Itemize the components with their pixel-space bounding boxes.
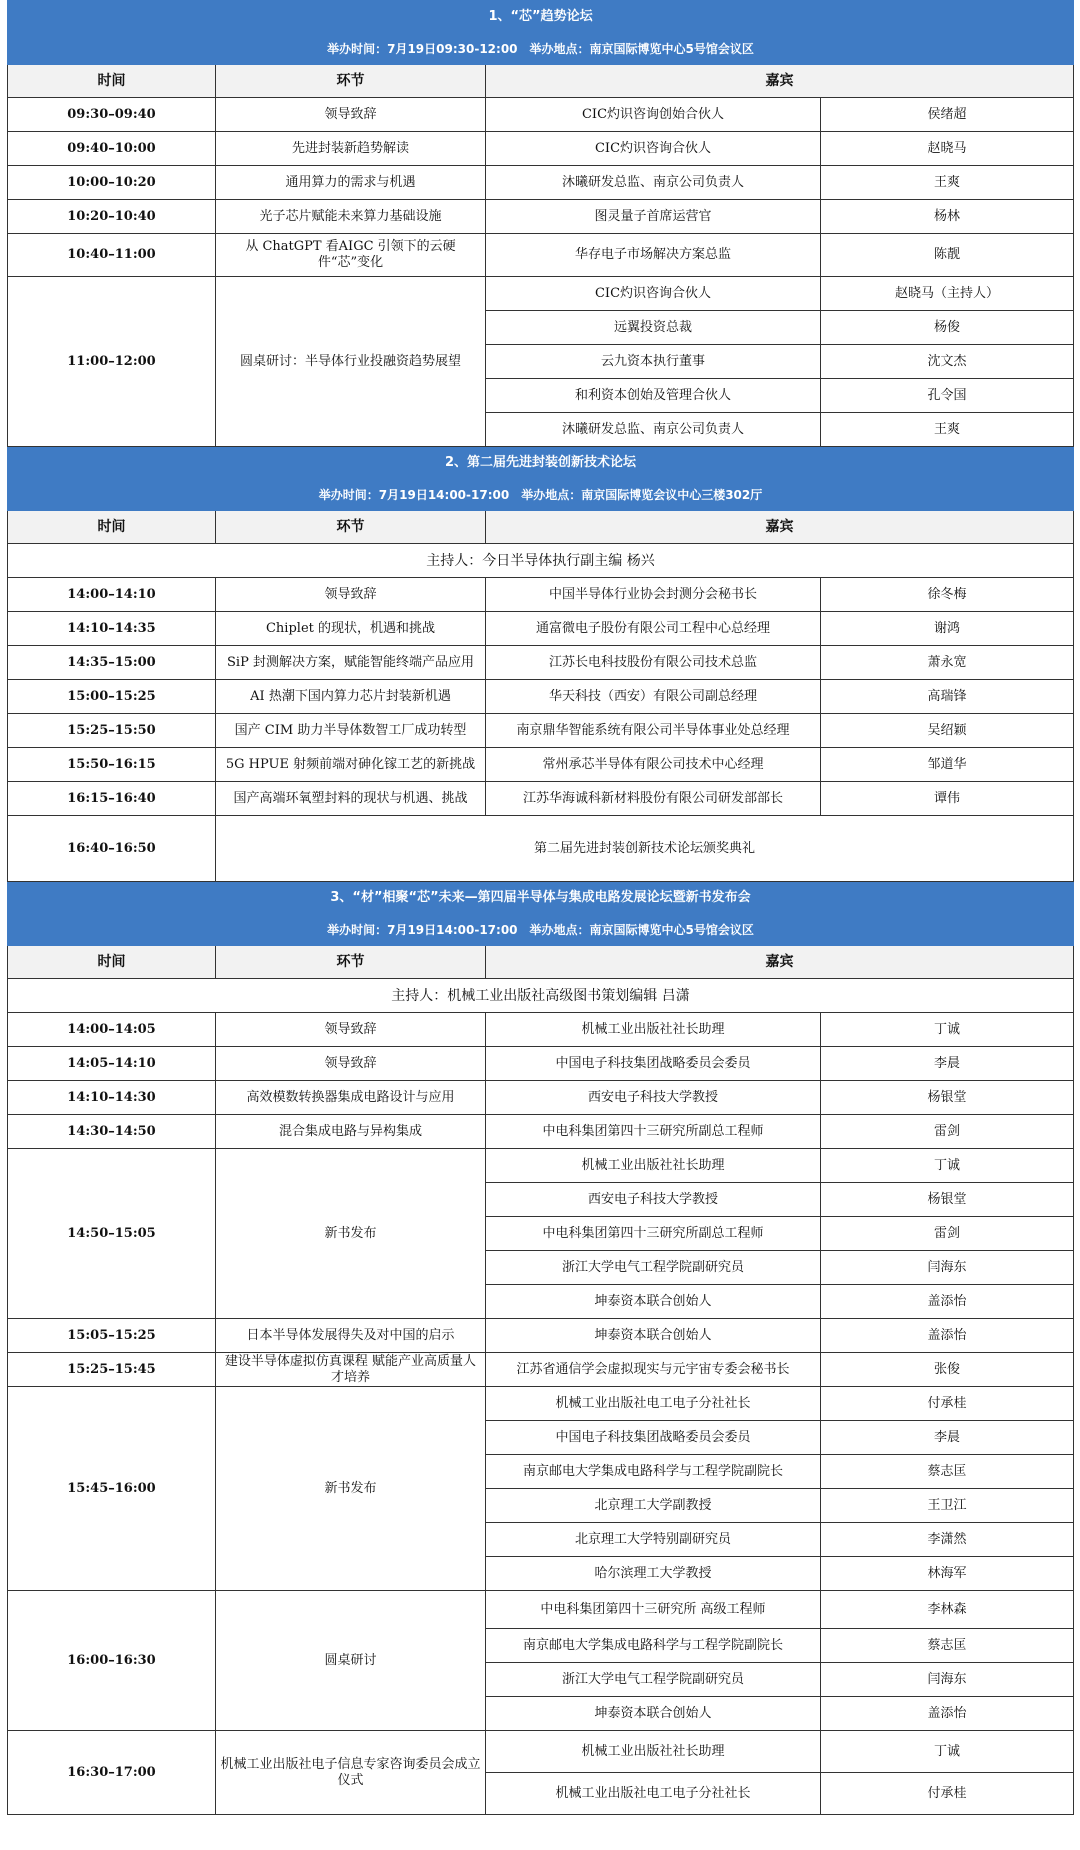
guest-name-cell: 谭伟 (821, 782, 1074, 816)
guest-name-cell: 雷剑 (821, 1115, 1074, 1149)
table-row (8, 1149, 1074, 1183)
time-cell: 16:15–16:40 (8, 782, 216, 816)
session-cell: 通用算力的需求与机遇 (216, 166, 486, 200)
header-guest: 嘉宾 (486, 946, 1074, 979)
session-cell: 领导致辞 (216, 1013, 486, 1047)
guest-name-cell: 吴绍颖 (821, 714, 1074, 748)
guest-name-cell: 丁诚 (821, 1731, 1074, 1773)
forum-title-row (8, 447, 1074, 479)
guest-name-cell: 徐冬梅 (821, 578, 1074, 612)
guest-org-cell: 坤泰资本联合创始人 (486, 1697, 821, 1731)
session-cell: 光子芯片赋能未来算力基础设施 (216, 200, 486, 234)
ceremony-cell: 第二届先进封装创新技术论坛颁奖典礼 (216, 816, 1074, 882)
guest-name-cell: 萧永宽 (821, 646, 1074, 680)
time-cell: 16:40–16:50 (8, 816, 216, 882)
guest-name-cell: 闫海东 (821, 1663, 1074, 1697)
session-cell: 国产 CIM 助力半导体数智工厂成功转型 (216, 714, 486, 748)
session-cell: 机械工业出版社电子信息专家咨询委员会成立仪式 (216, 1731, 486, 1815)
guest-name-cell: 李潇然 (821, 1523, 1074, 1557)
guest-org-cell: 华存电子市场解决方案总监 (486, 234, 821, 277)
guest-org-cell: 中国电子科技集团战略委员会委员 (486, 1047, 821, 1081)
guest-org-cell: 机械工业出版社社长助理 (486, 1731, 821, 1773)
guest-org-cell: 中国半导体行业协会封测分会秘书长 (486, 578, 821, 612)
guest-name-cell: 高瑞锋 (821, 680, 1074, 714)
header-session: 环节 (216, 946, 486, 979)
table-row (8, 1591, 1074, 1629)
guest-org-cell: 哈尔滨理工大学教授 (486, 1557, 821, 1591)
guest-org-cell: 云九资本执行董事 (486, 345, 821, 379)
time-cell: 16:30–17:00 (8, 1731, 216, 1815)
table-row (8, 578, 1074, 612)
guest-name-cell: 赵晓马 (821, 132, 1074, 166)
time-cell: 15:50–16:15 (8, 748, 216, 782)
guest-org-cell: 坤泰资本联合创始人 (486, 1285, 821, 1319)
guest-name-cell: 沈文杰 (821, 345, 1074, 379)
time-cell: 14:00–14:05 (8, 1013, 216, 1047)
header-time: 时间 (8, 65, 216, 98)
guest-name-cell: 杨林 (821, 200, 1074, 234)
table-row (8, 98, 1074, 132)
schedule-table (7, 0, 1074, 1815)
forum-time-location: 举办时间：7月19日14:00-17:00 举办地点：南京国际博览中心5号馆会议区 (8, 914, 1074, 946)
guest-name-cell: 盖添怡 (821, 1697, 1074, 1731)
session-cell: 从 ChatGPT 看AIGC 引领下的云硬件“芯”变化 (216, 234, 486, 277)
host-line: 主持人：今日半导体执行副主编 杨兴 (8, 544, 1074, 578)
guest-org-cell: 浙江大学电气工程学院副研究员 (486, 1663, 821, 1697)
table-row (8, 1387, 1074, 1421)
time-cell: 15:25–15:50 (8, 714, 216, 748)
guest-org-cell: 中电科集团第四十三研究所副总工程师 (486, 1217, 821, 1251)
forum-title: 3、“材”相聚“芯”未来—第四届半导体与集成电路发展论坛暨新书发布会 (8, 882, 1074, 914)
time-cell: 11:00–12:00 (8, 277, 216, 447)
table-row (8, 1081, 1074, 1115)
guest-name-cell: 杨俊 (821, 311, 1074, 345)
guest-name-cell: 林海军 (821, 1557, 1074, 1591)
forum-title-row (8, 882, 1074, 914)
session-cell: 领导致辞 (216, 578, 486, 612)
guest-org-cell: 中国电子科技集团战略委员会委员 (486, 1421, 821, 1455)
guest-org-cell: 沐曦研发总监、南京公司负责人 (486, 166, 821, 200)
forum-info-row (8, 479, 1074, 511)
guest-org-cell: CIC灼识咨询合伙人 (486, 277, 821, 311)
guest-name-cell: 王爽 (821, 166, 1074, 200)
guest-name-cell: 李晨 (821, 1421, 1074, 1455)
guest-name-cell: 丁诚 (821, 1149, 1074, 1183)
guest-org-cell: 南京邮电大学集成电路科学与工程学院副院长 (486, 1629, 821, 1663)
guest-name-cell: 盖添怡 (821, 1285, 1074, 1319)
guest-org-cell: 南京邮电大学集成电路科学与工程学院副院长 (486, 1455, 821, 1489)
guest-org-cell: 沐曦研发总监、南京公司负责人 (486, 413, 821, 447)
session-cell: 国产高端环氧塑封料的现状与机遇、挑战 (216, 782, 486, 816)
guest-name-cell: 闫海东 (821, 1251, 1074, 1285)
guest-org-cell: 和利资本创始及管理合伙人 (486, 379, 821, 413)
guest-name-cell: 邹道华 (821, 748, 1074, 782)
table-row (8, 277, 1074, 311)
guest-name-cell: 侯绪超 (821, 98, 1074, 132)
header-session: 环节 (216, 511, 486, 544)
table-row (8, 132, 1074, 166)
guest-org-cell: 北京理工大学特别副研究员 (486, 1523, 821, 1557)
guest-org-cell: 北京理工大学副教授 (486, 1489, 821, 1523)
table-row (8, 166, 1074, 200)
table-row (8, 680, 1074, 714)
guest-org-cell: 常州承芯半导体有限公司技术中心经理 (486, 748, 821, 782)
session-cell: 高效模数转换器集成电路设计与应用 (216, 1081, 486, 1115)
guest-org-cell: 机械工业出版社电工电子分社社长 (486, 1773, 821, 1815)
guest-name-cell: 蔡志匡 (821, 1629, 1074, 1663)
guest-org-cell: 江苏省通信学会虚拟现实与元宇宙专委会秘书长 (486, 1353, 821, 1387)
guest-name-cell: 付承桂 (821, 1773, 1074, 1815)
guest-name-cell: 王卫江 (821, 1489, 1074, 1523)
table-row (8, 782, 1074, 816)
guest-name-cell: 王爽 (821, 413, 1074, 447)
session-cell: 圆桌研讨 (216, 1591, 486, 1731)
table-row (8, 612, 1074, 646)
guest-org-cell: 通富微电子股份有限公司工程中心总经理 (486, 612, 821, 646)
forum-title: 1、“芯”趋势论坛 (8, 1, 1074, 33)
table-row (8, 234, 1074, 277)
session-cell: 先进封装新趋势解读 (216, 132, 486, 166)
session-cell: Chiplet 的现状，机遇和挑战 (216, 612, 486, 646)
time-cell: 09:30–09:40 (8, 98, 216, 132)
table-row (8, 1047, 1074, 1081)
time-cell: 15:05–15:25 (8, 1319, 216, 1353)
guest-org-cell: 机械工业出版社社长助理 (486, 1149, 821, 1183)
header-time: 时间 (8, 511, 216, 544)
host-row (8, 544, 1074, 578)
column-header-row (8, 511, 1074, 544)
table-row (8, 1353, 1074, 1387)
guest-name-cell: 蔡志匡 (821, 1455, 1074, 1489)
forum-title: 2、第二届先进封装创新技术论坛 (8, 447, 1074, 479)
time-cell: 09:40–10:00 (8, 132, 216, 166)
header-time: 时间 (8, 946, 216, 979)
guest-org-cell: 远翼投资总裁 (486, 311, 821, 345)
guest-name-cell: 杨银堂 (821, 1081, 1074, 1115)
guest-org-cell: CIC灼识咨询合伙人 (486, 132, 821, 166)
guest-name-cell: 丁诚 (821, 1013, 1074, 1047)
session-cell: 5G HPUE 射频前端对砷化镓工艺的新挑战 (216, 748, 486, 782)
guest-org-cell: 西安电子科技大学教授 (486, 1183, 821, 1217)
header-guest: 嘉宾 (486, 65, 1074, 98)
time-cell: 10:20–10:40 (8, 200, 216, 234)
time-cell: 14:10–14:35 (8, 612, 216, 646)
session-cell: 圆桌研讨：半导体行业投融资趋势展望 (216, 277, 486, 447)
table-row (8, 714, 1074, 748)
table-row (8, 1731, 1074, 1773)
table-row (8, 646, 1074, 680)
guest-org-cell: 坤泰资本联合创始人 (486, 1319, 821, 1353)
session-cell: 建设半导体虚拟仿真课程 赋能产业高质量人才培养 (216, 1353, 486, 1387)
time-cell: 14:50–15:05 (8, 1149, 216, 1319)
guest-org-cell: 浙江大学电气工程学院副研究员 (486, 1251, 821, 1285)
session-cell: 新书发布 (216, 1149, 486, 1319)
guest-org-cell: 图灵量子首席运营官 (486, 200, 821, 234)
time-cell: 14:05–14:10 (8, 1047, 216, 1081)
time-cell: 14:10–14:30 (8, 1081, 216, 1115)
host-line: 主持人：机械工业出版社高级图书策划编辑 吕潇 (8, 979, 1074, 1013)
guest-org-cell: 中电科集团第四十三研究所副总工程师 (486, 1115, 821, 1149)
forum-info-row (8, 33, 1074, 65)
guest-org-cell: 机械工业出版社社长助理 (486, 1013, 821, 1047)
forum-info-row (8, 914, 1074, 946)
schedule-document (7, 0, 1073, 1815)
session-cell: 领导致辞 (216, 98, 486, 132)
time-cell: 15:00–15:25 (8, 680, 216, 714)
guest-org-cell: 西安电子科技大学教授 (486, 1081, 821, 1115)
guest-name-cell: 孔令国 (821, 379, 1074, 413)
guest-org-cell: 机械工业出版社电工电子分社社长 (486, 1387, 821, 1421)
time-cell: 15:45–16:00 (8, 1387, 216, 1591)
time-cell: 14:00–14:10 (8, 578, 216, 612)
guest-name-cell: 谢鸿 (821, 612, 1074, 646)
guest-org-cell: 南京鼎华智能系统有限公司半导体事业处总经理 (486, 714, 821, 748)
time-cell: 16:00–16:30 (8, 1591, 216, 1731)
host-row (8, 979, 1074, 1013)
guest-name-cell: 赵晓马（主持人） (821, 277, 1074, 311)
guest-name-cell: 杨银堂 (821, 1183, 1074, 1217)
time-cell: 14:30–14:50 (8, 1115, 216, 1149)
session-cell: AI 热潮下国内算力芯片封装新机遇 (216, 680, 486, 714)
header-guest: 嘉宾 (486, 511, 1074, 544)
guest-org-cell: 华天科技（西安）有限公司副总经理 (486, 680, 821, 714)
table-row (8, 1013, 1074, 1047)
forum-time-location: 举办时间：7月19日14:00-17:00 举办地点：南京国际博览会议中心三楼302厅 (8, 479, 1074, 511)
guest-name-cell: 李林森 (821, 1591, 1074, 1629)
guest-org-cell: 江苏长电科技股份有限公司技术总监 (486, 646, 821, 680)
guest-org-cell: CIC灼识咨询创始合伙人 (486, 98, 821, 132)
session-cell: 混合集成电路与异构集成 (216, 1115, 486, 1149)
time-cell: 15:25–15:45 (8, 1353, 216, 1387)
guest-name-cell: 张俊 (821, 1353, 1074, 1387)
guest-org-cell: 江苏华海诚科新材料股份有限公司研发部部长 (486, 782, 821, 816)
guest-name-cell: 盖添怡 (821, 1319, 1074, 1353)
guest-org-cell: 中电科集团第四十三研究所 高级工程师 (486, 1591, 821, 1629)
guest-name-cell: 付承桂 (821, 1387, 1074, 1421)
time-cell: 10:40–11:00 (8, 234, 216, 277)
table-row (8, 748, 1074, 782)
session-cell: 日本半导体发展得失及对中国的启示 (216, 1319, 486, 1353)
time-cell: 14:35–15:00 (8, 646, 216, 680)
table-row (8, 1319, 1074, 1353)
session-cell: 领导致辞 (216, 1047, 486, 1081)
guest-name-cell: 雷剑 (821, 1217, 1074, 1251)
session-cell: 新书发布 (216, 1387, 486, 1591)
table-row (8, 1115, 1074, 1149)
forum-title-row (8, 1, 1074, 33)
time-cell: 10:00–10:20 (8, 166, 216, 200)
header-session: 环节 (216, 65, 486, 98)
guest-name-cell: 陈靓 (821, 234, 1074, 277)
column-header-row (8, 946, 1074, 979)
forum-time-location: 举办时间：7月19日09:30-12:00 举办地点：南京国际博览中心5号馆会议区 (8, 33, 1074, 65)
session-cell: SiP 封测解决方案，赋能智能终端产品应用 (216, 646, 486, 680)
ceremony-row (8, 816, 1074, 882)
table-row (8, 200, 1074, 234)
guest-name-cell: 李晨 (821, 1047, 1074, 1081)
column-header-row (8, 65, 1074, 98)
